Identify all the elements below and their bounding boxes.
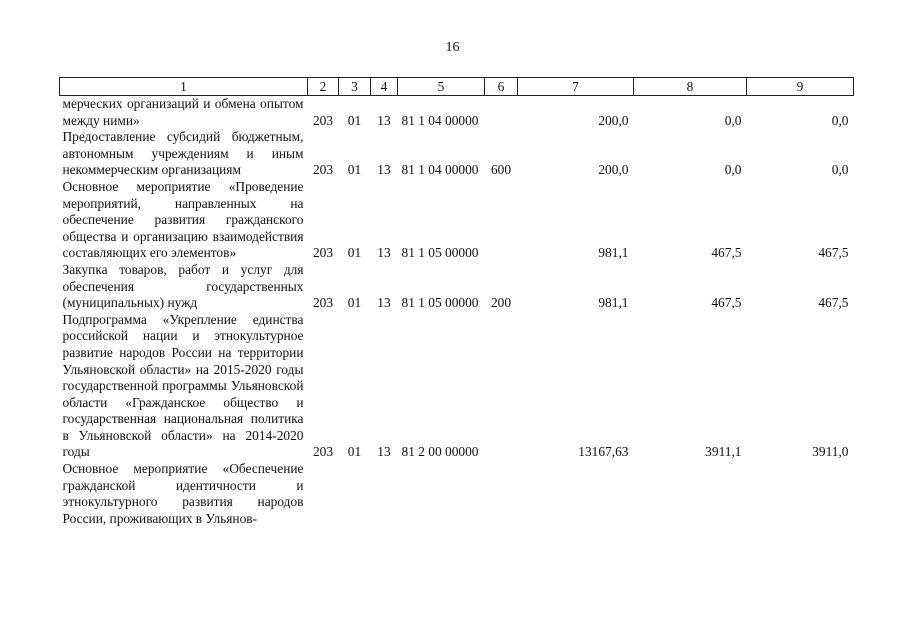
row-description: Основное мероприятие «Проведение мероприятий, направленных на обеспечение развития гражданского общества и организацию взаимодействия составляющих его элементов» bbox=[62, 178, 304, 261]
cell-section: 01 bbox=[347, 245, 362, 261]
cell-ministry-code: 203 bbox=[312, 295, 334, 311]
cell-amount-3: 467,5 bbox=[818, 245, 849, 261]
table-row bbox=[60, 129, 854, 179]
cell-expense-type: 200 bbox=[490, 295, 512, 311]
cell-target-article: 81 1 04 00000 bbox=[401, 162, 479, 178]
cell-amount-3: 0,0 bbox=[831, 112, 849, 128]
column-header-6: 6 bbox=[485, 78, 518, 96]
cell-ministry-code: 203 bbox=[312, 112, 334, 128]
cell-amount-3: 0,0 bbox=[831, 162, 849, 178]
cell-amount-3 bbox=[747, 461, 854, 527]
row-description: Закупка товаров, работ и услуг для обеспечения государственных (муниципальных) нужд bbox=[62, 261, 304, 311]
cell-ministry-code bbox=[308, 461, 339, 527]
row-description: Подпрограмма «Укрепление единства российской нации и этнокультурное развитие народов России на территории Ульяновской области» на 2015-2020 годы государственной программы Ульяновской области «Гражданское общество и государственная национальная политика в Ульяновской области» на 2014-2020 годы bbox=[62, 311, 304, 460]
cell-target-article: 81 1 04 00000 bbox=[401, 112, 479, 128]
cell-amount-2: 0,0 bbox=[724, 112, 742, 128]
cell-expense-type: 600 bbox=[490, 162, 512, 178]
cell-amount-1: 981,1 bbox=[598, 295, 629, 311]
cell-target-article: 81 1 05 00000 bbox=[401, 295, 479, 311]
cell-subsection: 13 bbox=[377, 444, 391, 460]
column-header-5: 5 bbox=[398, 78, 485, 96]
cell-subsection: 13 bbox=[377, 295, 391, 311]
cell-section: 01 bbox=[347, 295, 362, 311]
cell-subsection bbox=[371, 461, 398, 527]
cell-amount-3: 467,5 bbox=[818, 295, 849, 311]
table-row bbox=[60, 262, 854, 312]
cell-ministry-code: 203 bbox=[312, 162, 334, 178]
column-header-4: 4 bbox=[371, 78, 398, 96]
cell-amount-1 bbox=[518, 461, 634, 527]
cell-amount-2: 3911,1 bbox=[705, 444, 742, 460]
cell-target-article: 81 2 00 00000 bbox=[401, 444, 479, 460]
page-number: 16 bbox=[445, 40, 460, 55]
table-row bbox=[60, 96, 854, 130]
cell-subsection: 13 bbox=[377, 162, 391, 178]
cell-expense-type bbox=[485, 312, 518, 461]
cell-section: 01 bbox=[347, 444, 362, 460]
cell-amount-2: 0,0 bbox=[724, 162, 742, 178]
cell-amount-3: 3911,0 bbox=[812, 444, 849, 460]
cell-amount-1: 13167,63 bbox=[578, 444, 629, 460]
header-row bbox=[60, 78, 854, 96]
cell-subsection: 13 bbox=[377, 245, 391, 261]
cell-amount-1: 981,1 bbox=[598, 245, 629, 261]
cell-section bbox=[339, 461, 371, 527]
cell-target-article: 81 1 05 00000 bbox=[401, 245, 479, 261]
cell-amount-1: 200,0 bbox=[598, 162, 629, 178]
budget-table bbox=[59, 77, 854, 527]
column-header-3: 3 bbox=[339, 78, 371, 96]
cell-section: 01 bbox=[347, 162, 362, 178]
cell-subsection: 13 bbox=[377, 112, 391, 128]
row-description: Основное мероприятие «Обеспечение гражданской идентичности и этнокультурного развития народов России, проживающих в Ульянов- bbox=[62, 461, 304, 526]
table-row bbox=[60, 179, 854, 262]
cell-expense-type bbox=[485, 461, 518, 527]
column-header-1: 1 bbox=[60, 78, 308, 96]
row-description: Предоставление субсидий бюджетным, автономным учреждениям и иным некоммерческим организациям bbox=[62, 129, 304, 178]
table-row bbox=[60, 312, 854, 461]
cell-expense-type bbox=[485, 96, 518, 130]
column-header-9: 9 bbox=[747, 78, 854, 96]
cell-amount-2: 467,5 bbox=[711, 295, 742, 311]
cell-ministry-code: 203 bbox=[312, 245, 334, 261]
table-header bbox=[60, 78, 854, 96]
row-description: мерческих организаций и обмена опытом между ними» bbox=[62, 96, 304, 128]
cell-amount-1: 200,0 bbox=[598, 112, 629, 128]
column-header-8: 8 bbox=[634, 78, 747, 96]
column-header-7: 7 bbox=[518, 78, 634, 96]
cell-amount-2 bbox=[634, 461, 747, 527]
table-body bbox=[60, 96, 854, 528]
cell-ministry-code: 203 bbox=[312, 444, 334, 460]
cell-section: 01 bbox=[347, 112, 362, 128]
column-header-2: 2 bbox=[308, 78, 339, 96]
table-row bbox=[60, 461, 854, 527]
cell-target-article bbox=[398, 461, 485, 527]
cell-amount-2: 467,5 bbox=[711, 245, 742, 261]
cell-expense-type bbox=[485, 179, 518, 262]
